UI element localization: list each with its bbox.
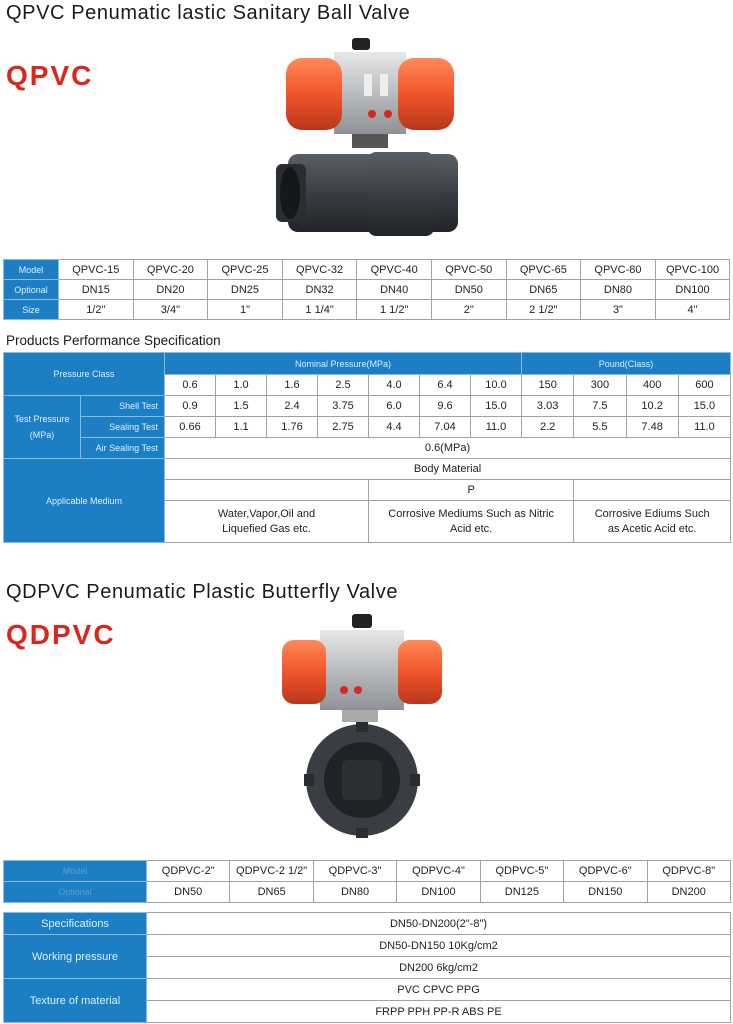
size-cell: 4" [655,300,730,320]
specifications-value: DN50-DN200(2"-8") [147,913,731,935]
shell-test-value: 1.5 [216,396,267,417]
optional-cell: DN25 [208,280,283,300]
test-pressure-text: Test Pressure [14,414,70,424]
test-pressure-label [4,396,81,459]
model-cell: QPVC-15 [59,260,134,280]
pressure-value: 0.6 [165,375,216,396]
air-sealing-row [4,438,731,459]
butterfly-valve-photo [278,610,448,840]
shell-test-value: 2.4 [267,396,318,417]
shell-test-value: 6.0 [369,396,420,417]
butterfly-model-cell: QDPVC-8" [647,861,730,882]
sealing-test-value: 2.2 [522,417,574,438]
optional-cell: DN32 [282,280,357,300]
size-row [4,300,730,320]
butterfly-optional-label: Optional [4,882,147,903]
shell-test-value: 3.75 [318,396,369,417]
pressure-value: 4.0 [369,375,420,396]
butterfly-model-cell: QDPVC-6" [564,861,647,882]
shell-test-value: 15.0 [471,396,522,417]
butterfly-model-cell: QDPVC-3" [313,861,396,882]
butterfly-optional-cell: DN100 [397,882,480,903]
size-cell: 2" [431,300,506,320]
texture-row [4,979,731,1001]
shell-test-label: Shell Test [81,396,165,417]
sealing-test-value: 1.1 [216,417,267,438]
pressure-value: 300 [574,375,626,396]
pressure-value: 1.6 [267,375,318,396]
size-cell: 1/2" [59,300,134,320]
test-pressure-unit: (MPa) [29,430,55,440]
model-cell: QPVC-100 [655,260,730,280]
optional-cell: DN20 [133,280,208,300]
model-cell: QPVC-32 [282,260,357,280]
sealing-test-value: 2.75 [318,417,369,438]
working-pressure-label: Working pressure [4,935,147,979]
nominal-pressure-label: Nominal Pressure(MPa) [165,353,522,375]
optional-cell: DN80 [581,280,656,300]
pressure-value: 6.4 [420,375,471,396]
body-material-label: Body Material [165,459,731,480]
material-blank [574,480,731,501]
ball-valve-photo [268,34,468,244]
texture-value: FRPP PPH PP-R ABS PE [147,1001,731,1023]
model-cell: QPVC-65 [506,260,581,280]
optional-cell: DN100 [655,280,730,300]
size-cell: 1" [208,300,283,320]
model-cell: QPVC-40 [357,260,432,280]
air-sealing-value: 0.6(MPa) [165,438,731,459]
butterfly-model-cell: QDPVC-2" [147,861,230,882]
size-cell: 1 1/2" [357,300,432,320]
butterfly-optional-cell: DN50 [147,882,230,903]
specifications-label: Specifications [4,913,147,935]
pound-class-label: Pound(Class) [522,353,731,375]
optional-cell: DN50 [431,280,506,300]
sealing-test-value: 11.0 [471,417,522,438]
sealing-test-value: 7.04 [420,417,471,438]
air-sealing-label: Air Sealing Test [81,438,165,459]
optional-row [4,280,730,300]
texture-label: Texture of material [4,979,147,1023]
working-pressure-value: DN50-DN150 10Kg/cm2 [147,935,731,957]
optional-cell: DN65 [506,280,581,300]
butterfly-optional-cell: DN65 [230,882,313,903]
size-cell: 3" [581,300,656,320]
body-material-row [4,459,731,480]
pressure-header-row [4,353,731,375]
body-material-value: P [369,480,574,501]
butterfly-optional-cell: DN200 [647,882,730,903]
butterfly-valve-brand: QDPVC [6,619,116,650]
sealing-test-value: 7.48 [626,417,678,438]
shell-test-row [4,396,731,417]
optional-cell: DN15 [59,280,134,300]
butterfly-optional-cell: DN150 [564,882,647,903]
sealing-test-value: 4.4 [369,417,420,438]
optional-cell: DN40 [357,280,432,300]
specifications-row [4,913,731,935]
size-cell: 1 1/4" [282,300,357,320]
working-pressure-value: DN200 6kg/cm2 [147,957,731,979]
sealing-test-row [4,417,731,438]
applicable-medium-label: Applicable Medium [4,459,165,543]
butterfly-model-cell: QDPVC-2 1/2" [230,861,313,882]
model-row [4,260,730,280]
pressure-value: 600 [678,375,730,396]
performance-table [3,352,731,543]
sealing-test-value: 1.76 [267,417,318,438]
model-cell: QPVC-25 [208,260,283,280]
optional-label: Optional [4,280,59,300]
ball-valve-title: QPVC Penumatic lastic Sanitary Ball Valve [6,2,411,24]
sealing-test-value: 0.66 [165,417,216,438]
pressure-value: 1.0 [216,375,267,396]
pressure-value: 10.0 [471,375,522,396]
shell-test-value: 9.6 [420,396,471,417]
material-blank [165,480,369,501]
butterfly-valve-title: QDPVC Penumatic Plastic Butterfly Valve [6,581,399,603]
butterfly-optional-cell: DN125 [480,882,563,903]
butterfly-model-row [4,861,731,882]
sealing-test-value: 5.5 [574,417,626,438]
shell-test-value: 3.03 [522,396,574,417]
size-label: Size [4,300,59,320]
medium-cell: Water,Vapor,Oil and Liquefied Gas etc. [165,501,369,543]
model-cell: QPVC-80 [581,260,656,280]
shell-test-value: 15.0 [678,396,730,417]
medium-cell: Corrosive Mediums Such as Nitric Acid etc. [369,501,574,543]
butterfly-model-cell: QDPVC-4" [397,861,480,882]
medium-cell: Corrosive Ediums Such as Acetic Acid etc. [574,501,731,543]
butterfly-optional-row [4,882,731,903]
sealing-test-value: 11.0 [678,417,730,438]
pressure-value: 150 [522,375,574,396]
model-cell: QPVC-20 [133,260,208,280]
pressure-value: 400 [626,375,678,396]
ball-valve-brand: QPVC [6,60,94,91]
performance-title: Products Performance Specification [6,333,221,348]
size-cell: 3/4" [133,300,208,320]
butterfly-model-table [3,860,731,903]
butterfly-model-label: Model [4,861,147,882]
model-cell: QPVC-50 [431,260,506,280]
size-cell: 2 1/2" [506,300,581,320]
working-pressure-row [4,935,731,957]
shell-test-value: 0.9 [165,396,216,417]
model-label: Model [4,260,59,280]
texture-value: PVC CPVC PPG [147,979,731,1001]
pressure-value: 2.5 [318,375,369,396]
ball-valve-spec-table [3,259,730,320]
butterfly-spec-table [3,912,731,1023]
pressure-class-label: Pressure Class [4,353,165,396]
butterfly-model-cell: QDPVC-5" [480,861,563,882]
sealing-test-label: Sealing Test [81,417,165,438]
butterfly-optional-cell: DN80 [313,882,396,903]
shell-test-value: 10.2 [626,396,678,417]
shell-test-value: 7.5 [574,396,626,417]
